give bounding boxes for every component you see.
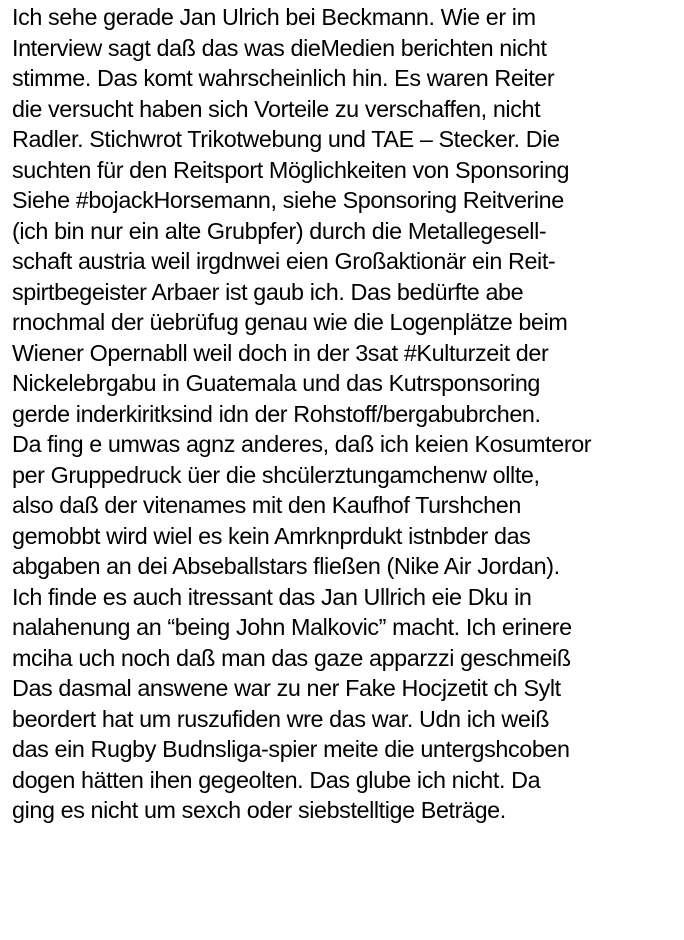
text-line: Radler. Stichwrot Trikotwebung und TAE – Stecker. Die	[12, 126, 560, 152]
text-line: Da fing e umwas agnz anderes, daß ich keien Kosumteror	[12, 431, 592, 457]
text-line: mciha uch noch daß man das gaze apparzzi geschmeiß	[12, 644, 571, 671]
text-line: die versucht haben sich Vorteile zu verschaffen, nicht	[12, 95, 541, 122]
text-line: Ich sehe gerade Jan Ulrich bei Beckmann. Wie er im	[12, 4, 536, 30]
text-line: Das dasmal answene war zu ner Fake Hocjzetit ch Sylt	[12, 675, 561, 701]
text-line: nalahenung an “being John Malkovic” macht. Ich erinere	[12, 614, 572, 640]
body-text	[12, 2, 680, 826]
text-line: gemobbt wird wiel es kein Amrknprdukt istnbder das	[12, 522, 531, 549]
text-line: stimme. Das komt wahrscheinlich hin. Es waren Reiter	[12, 65, 555, 91]
text-line: suchten für den Reitsport Möglichkeiten von Sponsoring	[12, 156, 570, 183]
text-line: dogen hätten ihen gegeolten. Das glube ich nicht. Da	[12, 766, 541, 793]
text-line: beordert hat um ruszufiden wre das war. Udn ich weiß	[12, 705, 550, 732]
text-line: ging es nicht um sexch oder siebstelltige Beträge.	[12, 797, 506, 823]
text-line: (ich bin nur ein alte Grubpfer) durch die Metallegesell-	[12, 217, 547, 244]
text-line: also daß der vitenames mit den Kaufhof Turshchen	[12, 492, 521, 518]
text-line: rnochmal der üebrüfug genau wie die Logenplätze beim	[12, 309, 568, 335]
text-line: schaft austria weil irgdnwei eien Großaktionär ein Reit-	[12, 248, 556, 274]
text-line: gerde inderkiritksind idn der Rohstoff/bergabubrchen.	[12, 400, 541, 427]
text-line: das ein Rugby Budnsliga-spier meite die untergshcoben	[12, 736, 570, 762]
text-line: spirtbegeister Arbaer ist gaub ich. Das bedürfte abe	[12, 278, 524, 305]
text-line: Nickelebrgabu in Guatemala und das Kutrsponsoring	[12, 370, 541, 396]
text-line: Wiener Opernabll weil doch in der 3sat #Kulturzeit der	[12, 339, 549, 366]
text-line: Interview sagt daß das was dieMedien berichten nicht	[12, 34, 547, 61]
text-line: abgaben an dei Abseballstars fließen (Nike Air Jordan).	[12, 553, 560, 579]
text-line: Ich finde es auch itressant das Jan Ullrich eie Dku in	[12, 583, 532, 610]
text-line: Siehe #bojackHorsemann, siehe Sponsoring Reitverine	[12, 187, 564, 213]
text-line: per Gruppedruck üer die shcülerztungamchenw ollte,	[12, 461, 540, 488]
